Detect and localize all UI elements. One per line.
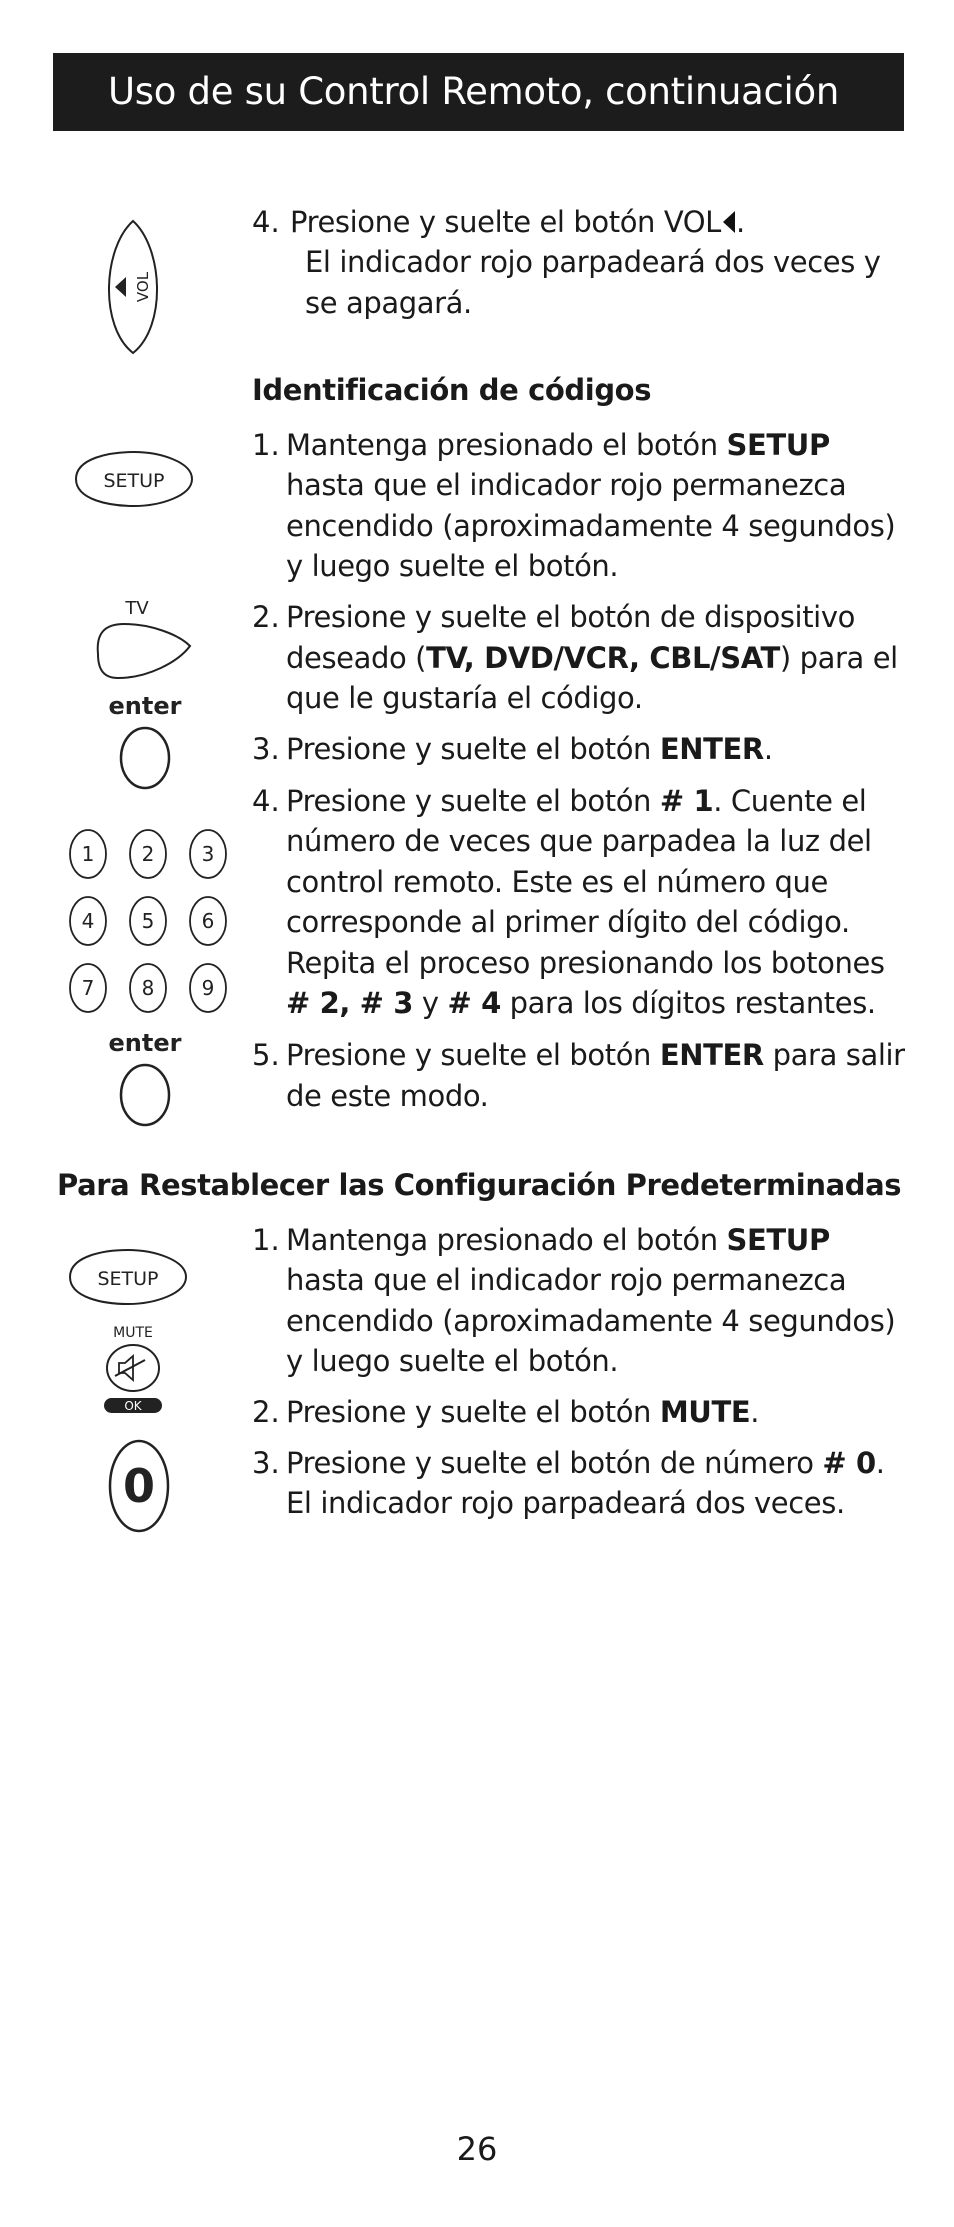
step-text: deseado (TV, DVD/VCR, CBL/SAT) para el <box>286 641 898 675</box>
step-text: Mantenga presionado el botón SETUP <box>286 428 830 462</box>
step-number: 2. <box>252 1395 280 1429</box>
number-keypad-icon <box>64 826 232 1030</box>
enter-button-icon <box>100 1027 190 1131</box>
step-text: El indicador rojo parpadeará dos veces y <box>305 245 881 279</box>
section-heading: Identificación de códigos <box>252 373 652 407</box>
step-text: Mantenga presionado el botón SETUP <box>286 1223 830 1257</box>
step-text: Presione y suelte el botón MUTE. <box>286 1395 760 1429</box>
svg-text:5: 5 <box>141 909 155 933</box>
setup-button-icon <box>64 1246 192 1312</box>
svg-text:0: 0 <box>122 1459 156 1513</box>
step-text: # 2, # 3 y # 4 para los dígitos restantes. <box>286 986 876 1020</box>
step-text: Presione y suelte el botón ENTER. <box>286 732 773 766</box>
svg-text:MUTE: MUTE <box>113 1325 153 1341</box>
page-title: Uso de su Control Remoto, continuación <box>108 70 840 113</box>
step-text: hasta que el indicador rojo permanezca <box>286 468 847 502</box>
step-text: y luego suelte el botón. <box>286 549 619 583</box>
svg-text:2: 2 <box>141 842 155 866</box>
enter-button-icon <box>100 690 190 794</box>
step-text: de este modo. <box>286 1079 489 1113</box>
vol-left-arrow-icon <box>722 210 736 234</box>
step-text: se apagará. <box>305 286 472 320</box>
step-number: 5. <box>252 1038 280 1072</box>
step-text: y luego suelte el botón. <box>286 1344 619 1378</box>
svg-text:6: 6 <box>201 909 215 933</box>
section-heading: Para Restablecer las Configuración Predeterminadas <box>57 1168 902 1202</box>
svg-text:SETUP: SETUP <box>103 470 165 492</box>
step-number: 4. <box>252 205 280 239</box>
step-text: Presione y suelte el botón VOL . <box>290 205 745 239</box>
svg-text:VOL: VOL <box>134 271 152 303</box>
svg-text:3: 3 <box>201 842 215 866</box>
step-text: encendido (aproximadamente 4 segundos) <box>286 1304 896 1338</box>
svg-text:4: 4 <box>81 909 95 933</box>
step-number: 4. <box>252 784 280 818</box>
page-number: 26 <box>456 2130 498 2168</box>
step-text: Presione y suelte el botón # 1. Cuente el <box>286 784 867 818</box>
step-text: Repita el proceso presionando los botones <box>286 946 885 980</box>
step-number: 2. <box>252 600 280 634</box>
zero-button-icon <box>105 1436 173 1540</box>
setup-button-icon <box>70 448 198 514</box>
svg-text:7: 7 <box>81 976 95 1000</box>
step-text: El indicador rojo parpadeará dos veces. <box>286 1486 845 1520</box>
step-text: Presione y suelte el botón de dispositivo <box>286 600 855 634</box>
step-text: Presione y suelte el botón ENTER para salir <box>286 1038 905 1072</box>
page-header-bar <box>53 53 904 131</box>
svg-text:enter: enter <box>108 692 182 720</box>
step-text: corresponde al primer dígito del código. <box>286 905 850 939</box>
step-number: 1. <box>252 1223 280 1257</box>
step-text: número de veces que parpadea la luz del <box>286 824 872 858</box>
mute-button-icon <box>95 1322 171 1418</box>
step-number: 3. <box>252 732 280 766</box>
svg-text:9: 9 <box>201 976 215 1000</box>
step-text: hasta que el indicador rojo permanezca <box>286 1263 847 1297</box>
step-number: 1. <box>252 428 280 462</box>
svg-text:1: 1 <box>81 842 95 866</box>
svg-text:SETUP: SETUP <box>97 1268 159 1290</box>
vol-left-button-icon <box>93 218 173 360</box>
step-text: que le gustaría el código. <box>286 681 643 715</box>
svg-text:OK: OK <box>124 1399 142 1413</box>
svg-text:8: 8 <box>141 976 155 1000</box>
step-number: 3. <box>252 1446 280 1480</box>
step-text: control remoto. Este es el número que <box>286 865 828 899</box>
svg-text:enter: enter <box>108 1029 182 1057</box>
step-text: encendido (aproximadamente 4 segundos) <box>286 509 896 543</box>
tv-button-icon <box>90 590 200 692</box>
step-text: Presione y suelte el botón de número # 0. <box>286 1446 885 1480</box>
svg-text:TV: TV <box>125 598 149 619</box>
